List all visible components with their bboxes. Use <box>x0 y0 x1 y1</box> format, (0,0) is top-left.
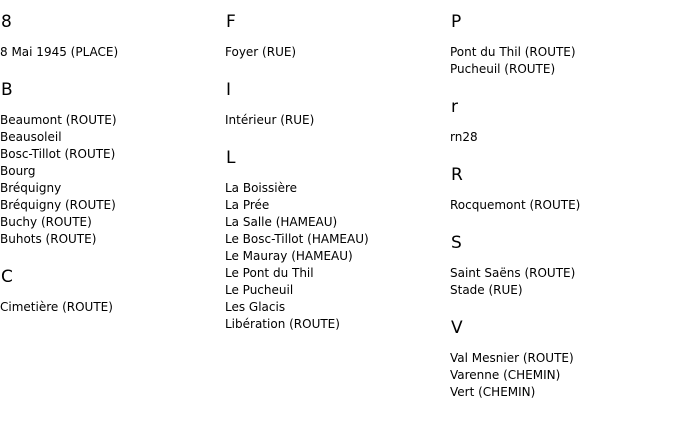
letter-heading: C <box>1 267 13 287</box>
index-column-1 <box>0 0 220 316</box>
street-link[interactable]: Beausoleil <box>0 130 62 144</box>
street-link[interactable]: Libération (ROUTE) <box>225 317 340 331</box>
index-column-3 <box>450 0 670 401</box>
letter-group <box>0 267 220 316</box>
letter-heading: V <box>451 318 463 338</box>
letter-heading: L <box>226 148 236 168</box>
street-link[interactable]: Le Mauray (HAMEAU) <box>225 249 353 263</box>
street-list <box>450 265 670 299</box>
street-link[interactable]: La Prée <box>225 198 270 212</box>
letter-heading: B <box>1 80 13 100</box>
letter-group <box>225 80 445 129</box>
street-link[interactable]: Intérieur (RUE) <box>225 113 315 127</box>
letter-group <box>0 80 220 248</box>
street-link[interactable]: Saint Saëns (ROUTE) <box>450 266 576 280</box>
letter-group <box>0 12 220 61</box>
letter-heading: I <box>226 80 232 100</box>
street-link[interactable]: Bréquigny (ROUTE) <box>0 198 116 212</box>
street-list <box>0 44 220 61</box>
letter-group <box>450 12 670 78</box>
letter-heading: S <box>451 233 462 253</box>
street-link[interactable]: Le Pont du Thil <box>225 266 314 280</box>
street-list <box>450 129 670 146</box>
street-link[interactable]: Pont du Thil (ROUTE) <box>450 45 576 59</box>
street-list <box>225 112 445 129</box>
street-link[interactable]: Les Glacis <box>225 300 286 314</box>
street-link[interactable]: Buchy (ROUTE) <box>0 215 92 229</box>
street-link[interactable]: Beaumont (ROUTE) <box>0 113 117 127</box>
street-link[interactable]: 8 Mai 1945 (PLACE) <box>0 45 119 59</box>
street-list <box>450 197 670 214</box>
letter-group <box>225 148 445 333</box>
street-link[interactable]: Varenne (CHEMIN) <box>450 368 561 382</box>
street-link[interactable]: La Boissière <box>225 181 298 195</box>
street-link[interactable]: La Salle (HAMEAU) <box>225 215 338 229</box>
letter-group <box>450 318 670 401</box>
street-link[interactable]: Buhots (ROUTE) <box>0 232 97 246</box>
street-list <box>225 44 445 61</box>
letter-group <box>450 97 670 146</box>
letter-heading: r <box>451 97 458 117</box>
street-link[interactable]: Cimetière (ROUTE) <box>0 300 113 314</box>
letter-heading: F <box>226 12 236 32</box>
index-column-2 <box>225 0 445 333</box>
street-link[interactable]: Stade (RUE) <box>450 283 523 297</box>
street-list <box>450 44 670 78</box>
street-link[interactable]: Bosc-Tillot (ROUTE) <box>0 147 116 161</box>
street-link[interactable]: Val Mesnier (ROUTE) <box>450 351 574 365</box>
letter-heading: R <box>451 165 463 185</box>
street-list <box>225 180 445 333</box>
street-link[interactable]: Rocquemont (ROUTE) <box>450 198 581 212</box>
street-list <box>0 112 220 248</box>
street-link[interactable]: Le Pucheuil <box>225 283 294 297</box>
street-link[interactable]: Le Bosc-Tillot (HAMEAU) <box>225 232 369 246</box>
street-link[interactable]: Foyer (RUE) <box>225 45 297 59</box>
street-link[interactable]: rn28 <box>450 130 478 144</box>
letter-group <box>450 233 670 299</box>
street-list <box>450 350 670 401</box>
street-list <box>0 299 220 316</box>
letter-heading: P <box>451 12 462 32</box>
letter-group <box>225 12 445 61</box>
letter-group <box>450 165 670 214</box>
street-link[interactable]: Vert (CHEMIN) <box>450 385 536 399</box>
street-link[interactable]: Bourg <box>0 164 36 178</box>
letter-heading: 8 <box>1 12 12 32</box>
street-link[interactable]: Bréquigny <box>0 181 62 195</box>
street-link[interactable]: Pucheuil (ROUTE) <box>450 62 556 76</box>
